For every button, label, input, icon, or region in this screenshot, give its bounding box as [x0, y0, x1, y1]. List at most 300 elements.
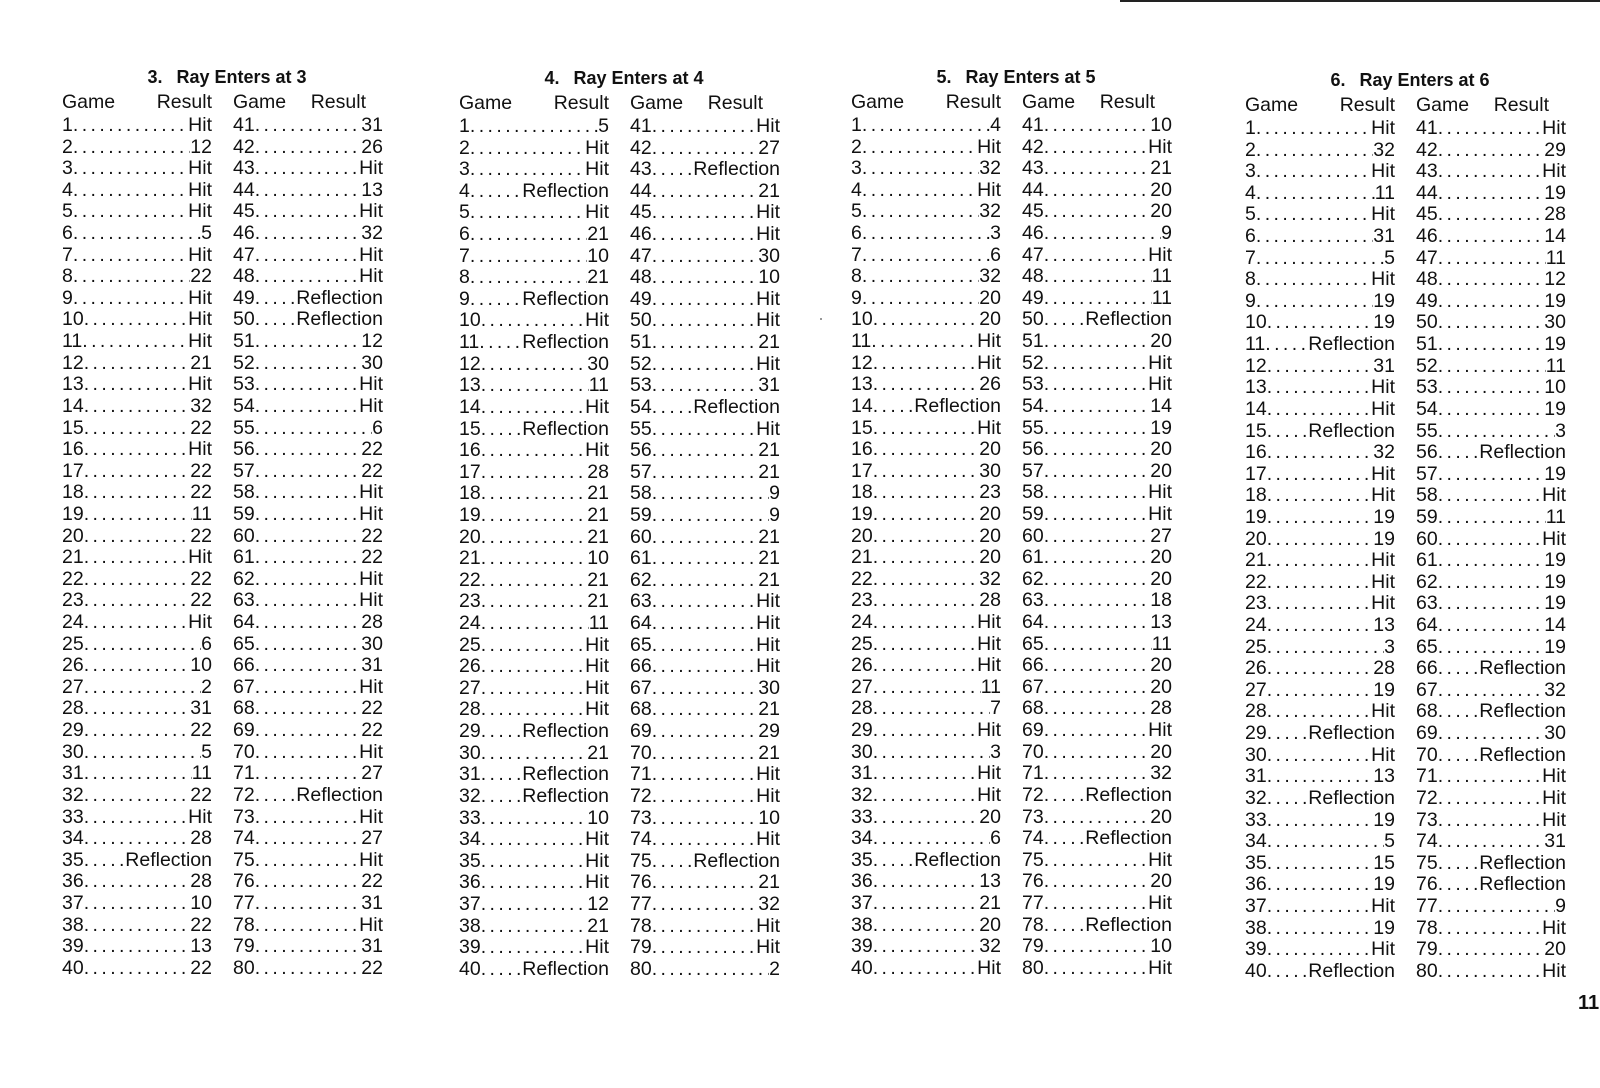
panel-heading: Ray Enters at 3 [176, 67, 307, 87]
result-row [459, 354, 609, 376]
result-row [851, 547, 1001, 569]
dot-leader [652, 419, 756, 441]
result-row [1245, 593, 1395, 615]
game-result: 22 [361, 720, 383, 742]
game-result: Hit [756, 634, 780, 656]
game-number: 9 [851, 287, 862, 309]
dot-leader [1267, 485, 1371, 507]
game-number: 45 [1022, 201, 1044, 223]
game-result: 12 [190, 136, 212, 158]
result-row [851, 763, 1001, 785]
game-number: 10 [1245, 312, 1267, 334]
result-row [851, 439, 1001, 461]
dot-leader [1044, 915, 1086, 937]
game-result: 28 [587, 461, 609, 483]
result-row [233, 439, 383, 461]
result-row [233, 331, 383, 353]
dot-leader [1267, 853, 1374, 875]
game-number: 57 [1022, 460, 1044, 482]
game-result: 20 [1150, 201, 1172, 223]
game-result: 10 [758, 267, 780, 289]
game-result: Reflection [693, 396, 780, 418]
game-number: 58 [1416, 485, 1438, 507]
game-number: 56 [630, 440, 652, 462]
result-row [1022, 374, 1172, 396]
dot-leader [73, 158, 188, 180]
result-row [1022, 137, 1172, 159]
dot-leader [255, 742, 359, 764]
result-row [1416, 334, 1566, 356]
result-row [630, 289, 780, 311]
game-number: 60 [1022, 525, 1044, 547]
game-result: 10 [1544, 377, 1566, 399]
result-row [1022, 201, 1172, 223]
game-result: Hit [585, 656, 609, 678]
result-row [630, 591, 780, 613]
game-result: Hit [585, 396, 609, 418]
game-number: 57 [1416, 463, 1438, 485]
dot-leader [73, 223, 201, 245]
dot-leader [1044, 958, 1148, 980]
game-number: 2 [62, 136, 73, 158]
dot-leader [1256, 291, 1373, 313]
game-result: Hit [977, 633, 1001, 655]
dot-leader [255, 871, 362, 893]
game-number: 18 [459, 483, 481, 505]
dot-leader [1438, 226, 1545, 248]
game-number: 69 [233, 720, 255, 742]
result-row [233, 461, 383, 483]
game-number: 22 [459, 569, 481, 591]
game-number: 63 [233, 590, 255, 612]
game-number: 28 [851, 698, 873, 720]
dot-leader [1438, 961, 1542, 983]
game-result: 20 [1150, 179, 1172, 201]
game-result: Hit [359, 849, 383, 871]
result-row [630, 332, 780, 354]
result-row [1022, 785, 1172, 807]
dot-leader [255, 590, 359, 612]
game-number: 9 [459, 288, 470, 310]
result-row [1022, 482, 1172, 504]
game-result: Hit [756, 591, 780, 613]
game-number: 77 [1022, 892, 1044, 914]
result-row [233, 828, 383, 850]
result-row [1416, 939, 1566, 961]
result-row [459, 635, 609, 657]
result-row [1245, 896, 1395, 918]
game-result: 20 [1150, 568, 1172, 590]
dot-leader [1267, 399, 1371, 421]
game-result: 5 [598, 116, 609, 137]
dot-leader [1438, 723, 1545, 745]
result-row [1416, 312, 1566, 334]
game-number: 20 [1245, 528, 1267, 550]
game-result: Reflection [1308, 960, 1395, 982]
game-result: 19 [1544, 593, 1566, 615]
game-result: Hit [585, 850, 609, 872]
game-number: 66 [1022, 655, 1044, 677]
game-result: 31 [361, 936, 383, 958]
game-number: 5 [851, 201, 862, 223]
result-row [1022, 850, 1172, 872]
result-row [1245, 918, 1395, 940]
dot-leader [73, 288, 188, 310]
result-row [233, 807, 383, 829]
game-number: 61 [233, 547, 255, 569]
game-number: 73 [1416, 809, 1438, 831]
dot-leader [84, 850, 126, 872]
dot-leader [652, 916, 756, 938]
game-result: Reflection [1308, 420, 1395, 442]
result-row [233, 936, 383, 958]
game-result: 21 [587, 267, 609, 289]
dot-leader [1438, 529, 1542, 551]
game-number: 27 [62, 676, 84, 698]
result-row [62, 201, 212, 223]
game-header: Game [630, 92, 684, 114]
dot-leader [1438, 334, 1545, 356]
dot-leader [1438, 464, 1545, 486]
game-number: 11 [459, 332, 480, 354]
dot-leader [479, 332, 522, 354]
dot-leader [1044, 418, 1151, 440]
game-number: 31 [1245, 766, 1267, 788]
game-number: 80 [1022, 957, 1044, 979]
game-result: 19 [1373, 874, 1395, 896]
game-number: 36 [459, 872, 481, 894]
game-number: 79 [630, 937, 652, 959]
dot-leader [481, 570, 588, 592]
game-number: 75 [1022, 849, 1044, 871]
dot-leader [1267, 680, 1374, 702]
game-result: 28 [1373, 658, 1395, 680]
dot-leader [1438, 680, 1545, 702]
game-number: 67 [630, 677, 652, 699]
game-number: 47 [1022, 244, 1044, 266]
game-result: Reflection [1479, 874, 1566, 896]
game-result: Hit [756, 764, 780, 786]
game-number: 40 [1245, 960, 1267, 982]
result-row [1416, 896, 1566, 918]
game-result: 30 [758, 677, 780, 699]
result-row [233, 482, 383, 504]
game-result: Reflection [296, 784, 383, 806]
game-result: 32 [190, 395, 212, 417]
game-number: 17 [62, 460, 84, 482]
result-row [1416, 161, 1566, 183]
game-result: Hit [188, 612, 212, 634]
result-header: Result [1339, 94, 1395, 116]
result-row [630, 764, 780, 786]
dot-leader [652, 937, 756, 959]
game-number: 36 [851, 871, 873, 893]
result-row [1022, 893, 1172, 915]
result-row [62, 655, 212, 677]
dot-leader [481, 959, 523, 981]
result-row [62, 461, 212, 483]
game-result: Hit [756, 418, 780, 440]
result-row [1416, 421, 1566, 443]
result-row [62, 439, 212, 461]
dot-leader [1438, 572, 1545, 594]
dot-leader [1044, 936, 1151, 958]
dot-leader [1267, 312, 1374, 334]
game-number: 47 [630, 245, 652, 267]
game-result: 5 [1384, 247, 1395, 269]
game-number: 40 [851, 957, 873, 979]
dot-leader [873, 309, 980, 331]
dot-leader [84, 439, 188, 461]
game-number: 18 [62, 482, 84, 504]
game-number: 39 [1245, 939, 1267, 961]
result-row [233, 137, 383, 159]
game-result: 32 [1544, 679, 1566, 701]
game-number: 25 [459, 634, 481, 656]
dot-leader [652, 829, 756, 851]
game-result: 30 [587, 353, 609, 375]
dot-leader [84, 720, 191, 742]
game-result: 19 [1150, 417, 1172, 439]
dot-leader [84, 526, 191, 548]
result-row [459, 764, 609, 786]
game-result: Hit [359, 266, 383, 288]
dot-leader [255, 353, 362, 375]
game-result: 11 [588, 613, 609, 635]
game-result: 27 [758, 137, 780, 159]
results-table [1245, 118, 1575, 982]
dot-leader [873, 958, 977, 980]
game-result: 12 [587, 893, 609, 915]
dot-leader [652, 613, 756, 635]
game-result: 29 [758, 721, 780, 743]
game-result: 9 [1161, 223, 1172, 245]
dot-leader [873, 915, 980, 937]
dot-leader [873, 893, 980, 915]
result-row [851, 418, 1001, 440]
game-result: 20 [1150, 676, 1172, 698]
dot-leader [73, 137, 190, 159]
dot-leader [652, 743, 759, 765]
result-row [459, 483, 609, 505]
result-row [1416, 550, 1566, 572]
game-result: 10 [587, 548, 609, 570]
game-header: Game [1416, 94, 1470, 116]
dot-leader [873, 353, 977, 375]
dot-leader [873, 634, 977, 656]
game-header: Game [233, 91, 287, 113]
result-row [1416, 593, 1566, 615]
game-number: 32 [1245, 787, 1267, 809]
dot-leader [1438, 918, 1542, 940]
game-result: Reflection [522, 332, 609, 354]
game-result: Hit [756, 785, 780, 807]
game-number: 23 [459, 591, 481, 613]
dot-leader [652, 527, 759, 549]
top-rule [1120, 0, 1600, 2]
game-number: 4 [459, 180, 470, 202]
result-row [630, 397, 780, 419]
game-number: 71 [1022, 763, 1044, 785]
game-number: 12 [1245, 355, 1267, 377]
dot-leader [255, 698, 362, 720]
game-number: 56 [1416, 442, 1438, 464]
dot-leader [1044, 569, 1151, 591]
result-row [851, 893, 1001, 915]
game-result: Hit [756, 288, 780, 310]
result-row [1022, 698, 1172, 720]
game-result: Hit [359, 503, 383, 525]
game-number: 6 [851, 223, 862, 245]
result-row [1022, 936, 1172, 958]
game-number: 43 [1416, 161, 1438, 183]
result-row [233, 353, 383, 375]
print-speck [820, 318, 822, 320]
result-row [62, 698, 212, 720]
game-result: Hit [585, 310, 609, 332]
dot-leader [1044, 655, 1151, 677]
result-row [233, 158, 383, 180]
game-number: 72 [630, 785, 652, 807]
game-result: 14 [1150, 395, 1172, 417]
game-number: 30 [1245, 744, 1267, 766]
result-row [459, 246, 609, 268]
result-row [630, 440, 780, 462]
result-row [1022, 223, 1172, 245]
game-result: Hit [756, 613, 780, 635]
result-row [630, 138, 780, 160]
result-row [1022, 807, 1172, 829]
dot-leader [1438, 939, 1545, 961]
result-row [1416, 291, 1566, 313]
game-number: 11 [1245, 334, 1266, 356]
game-result: 21 [587, 504, 609, 526]
game-number: 10 [459, 310, 481, 332]
result-row [1416, 853, 1566, 875]
game-number: 75 [630, 850, 652, 872]
result-row [233, 223, 383, 245]
game-result: 9 [1555, 895, 1566, 917]
dot-leader [652, 224, 756, 246]
dot-leader [255, 223, 362, 245]
game-number: 33 [1245, 809, 1267, 831]
dot-leader [481, 721, 523, 743]
result-row [1245, 356, 1395, 378]
result-row [1416, 745, 1566, 767]
game-number: 77 [630, 893, 652, 915]
game-number: 24 [851, 612, 873, 634]
game-result: Hit [188, 309, 212, 331]
game-result: Hit [756, 829, 780, 851]
game-result: Hit [585, 699, 609, 721]
result-row [630, 181, 780, 203]
dot-leader [255, 482, 359, 504]
result-row [1245, 853, 1395, 875]
dot-leader [82, 331, 188, 353]
game-result: 30 [361, 352, 383, 374]
dot-leader [652, 138, 759, 160]
game-result: 20 [1150, 439, 1172, 461]
panel-title [851, 65, 1181, 90]
game-number: 2 [459, 137, 470, 159]
game-number: 17 [459, 461, 481, 483]
game-number: 69 [630, 721, 652, 743]
game-result: Hit [188, 244, 212, 266]
dot-leader [862, 201, 979, 223]
dot-leader [652, 505, 769, 527]
game-result: 20 [979, 914, 1001, 936]
result-row [62, 158, 212, 180]
dot-leader [873, 785, 977, 807]
result-row [233, 612, 383, 634]
dot-leader [255, 655, 362, 677]
dot-leader [1267, 701, 1371, 723]
result-row [1245, 615, 1395, 637]
dot-leader [1044, 201, 1151, 223]
result-row [630, 310, 780, 332]
result-row [1022, 569, 1172, 591]
game-result: 31 [361, 115, 383, 136]
game-number: 44 [630, 180, 652, 202]
dot-leader [873, 828, 990, 850]
result-row [1245, 572, 1395, 594]
result-row [459, 721, 609, 743]
result-row [630, 851, 780, 873]
dot-leader [1267, 442, 1374, 464]
result-row [1022, 590, 1172, 612]
result-row [233, 871, 383, 893]
game-result: Hit [1542, 787, 1566, 809]
dot-leader [873, 720, 977, 742]
game-number: 79 [1416, 939, 1438, 961]
game-result: 10 [1150, 936, 1172, 958]
game-result: 19 [1373, 809, 1395, 831]
game-number: 66 [1416, 658, 1438, 680]
game-number: 30 [851, 741, 873, 763]
game-result: Reflection [1479, 852, 1566, 874]
dot-leader [1044, 353, 1148, 375]
result-row [1416, 637, 1566, 659]
game-number: 24 [62, 612, 84, 634]
game-number: 46 [1416, 226, 1438, 248]
game-result: 11 [191, 503, 212, 525]
game-number: 25 [62, 633, 84, 655]
game-number: 38 [1245, 917, 1267, 939]
game-result: 20 [1150, 871, 1172, 893]
game-number: 69 [1416, 723, 1438, 745]
dot-leader [652, 462, 759, 484]
game-number: 77 [233, 892, 255, 914]
game-number: 14 [1245, 398, 1267, 420]
result-row [1022, 288, 1172, 310]
result-row [1416, 831, 1566, 853]
game-result: 7 [990, 698, 1001, 720]
panel-number: 3. [147, 67, 163, 87]
game-number: 65 [1022, 633, 1044, 655]
game-result: Hit [188, 287, 212, 309]
dot-leader [481, 764, 523, 786]
game-result: 32 [361, 223, 383, 245]
game-result: 20 [1150, 806, 1172, 828]
game-result: 22 [190, 590, 212, 612]
dot-leader [255, 418, 372, 440]
game-number: 37 [62, 892, 84, 914]
result-row [1245, 745, 1395, 767]
game-result: Hit [977, 136, 1001, 158]
result-row [62, 720, 212, 742]
game-number: 65 [1416, 636, 1438, 658]
dot-leader [84, 807, 188, 829]
